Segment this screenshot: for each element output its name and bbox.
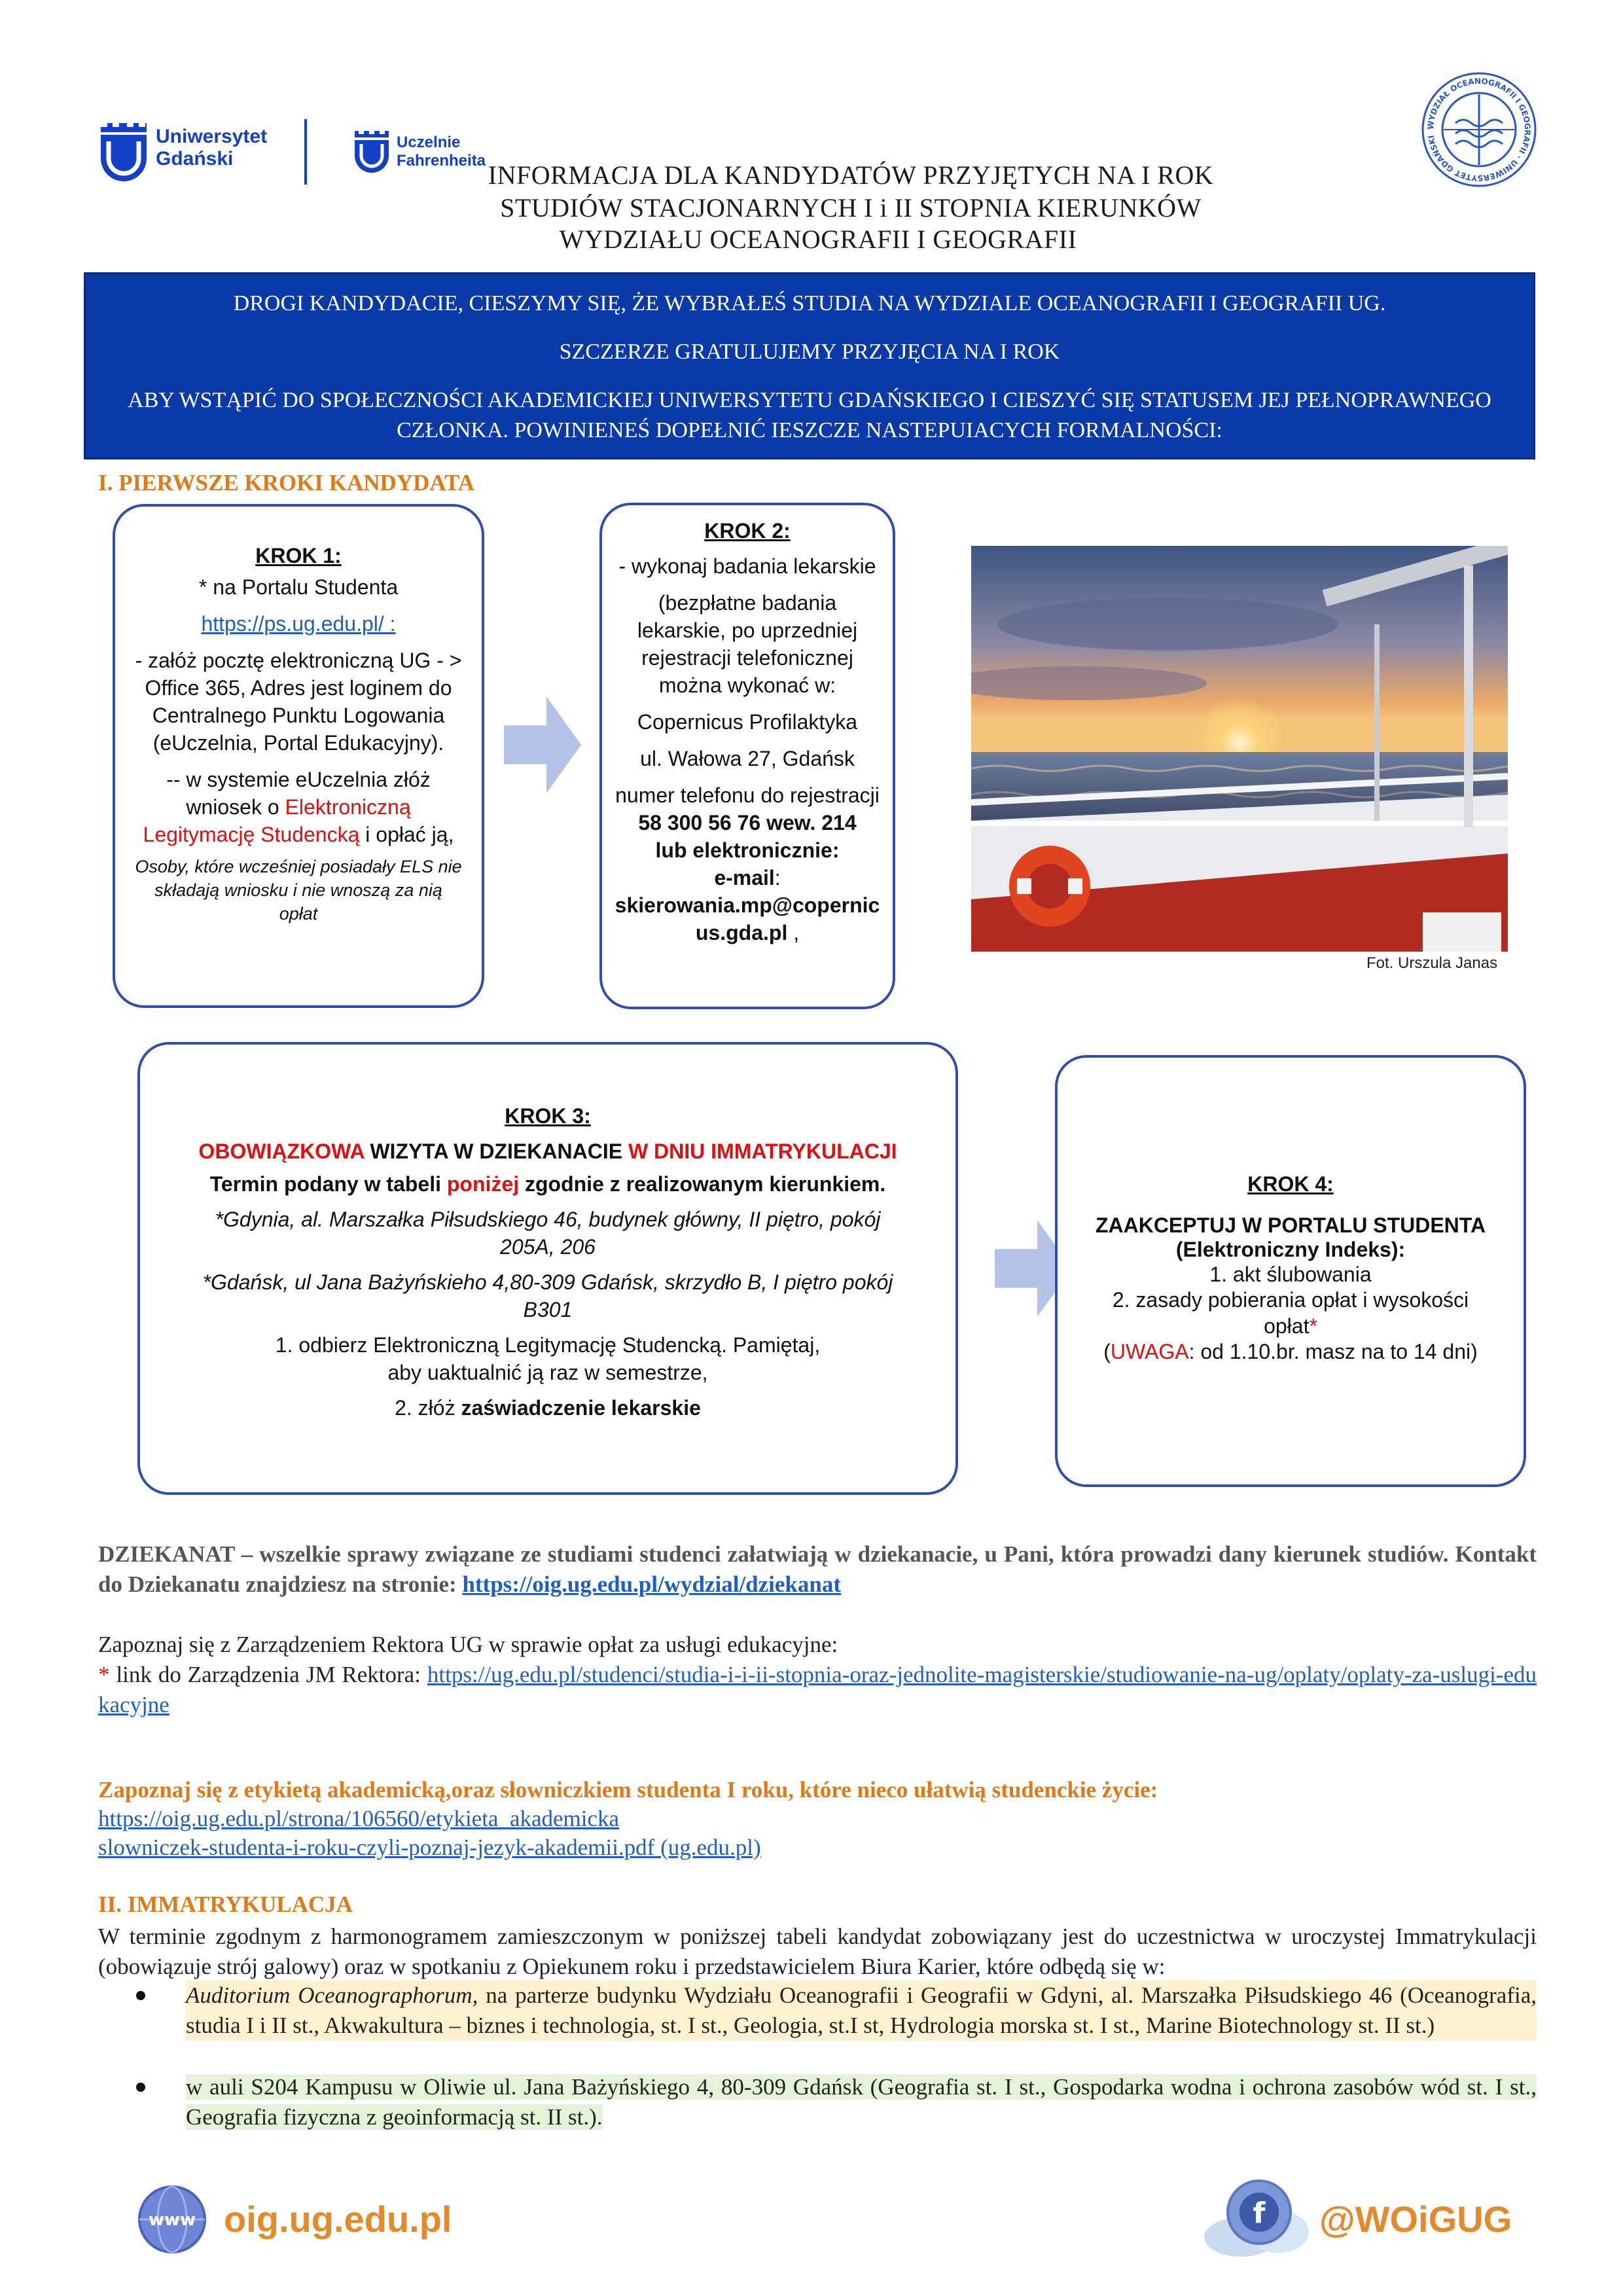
svg-text:f: f <box>1253 2197 1266 2230</box>
step3-item1: 1. odbierz Elektroniczną Legitymację Studencką. Pamiętaj, <box>275 1333 821 1357</box>
footer-site-text: oig.ug.edu.pl <box>224 2198 452 2240</box>
footer-social[interactable] <box>1202 2172 1542 2263</box>
step2-line1: - wykonaj badania lekarskie <box>618 554 876 578</box>
banner-line1: DROGI KANDYDACIE, CIESZYMY SIĘ, ŻE WYBRAŁEŚ STUDIA NA WYDZIALE OCEANOGRAFII I GEOGRAFII UG. <box>233 291 1386 315</box>
step2-line4: ul. Wałowa 27, Gdańsk <box>640 747 855 770</box>
ug-logo <box>98 119 268 185</box>
banner-line2: SZCZERZE GRATULUJEMY PRZYJĘCIA NA I ROK <box>559 340 1060 364</box>
step3-item2: 2. złóż zaświadczenie lekarskie <box>395 1396 701 1420</box>
welcome-banner <box>84 272 1535 459</box>
step4-line4: 2. zasady pobierania opłat i wysokości opłat* <box>1112 1288 1469 1338</box>
page-title-line3: WYDZIAŁU OCEANOGRAFII I GEOGRAFII <box>559 224 1077 254</box>
step2-line3: Copernicus Profilaktyka <box>637 710 858 734</box>
page-title-line2: STUDIÓW STACJONARNYCH I i II STOPNIA KIERUNKÓW <box>500 193 1202 223</box>
bullet-oliwa <box>98 2072 1537 2132</box>
step2-box <box>599 503 895 1009</box>
bullet-gdynia <box>98 1981 1537 2041</box>
faculty-seal-icon <box>1420 71 1538 188</box>
step4-box <box>1055 1055 1526 1487</box>
photo-caption: Fot. Urszula Janas <box>1366 954 1498 972</box>
svg-text:WYDZIAŁ OCEANOGRAFII I GEOGRAF: WYDZIAŁ OCEANOGRAFII I GEOGRAFII · UNIWERSYTET GDAŃSKI <box>1425 76 1533 183</box>
step4-title: KROK 4: <box>1247 1172 1334 1196</box>
step3-address-gdynia: *Gdynia, al. Marszałka Piłsudskiego 46, budynek główny, II piętro, pokój 205A, 206 <box>215 1208 881 1259</box>
step3-item1b: aby uaktualnić ją raz w semestrze, <box>387 1361 708 1384</box>
step2-title: KROK 2: <box>704 519 791 543</box>
step4-line3: 1. akt ślubowania <box>1209 1263 1372 1286</box>
etiquette-heading: Zapoznaj się z etykietą akademicką,oraz słowniczkiem studenta I roku, które nieco ułatwią studenckie życie: <box>98 1777 1158 1803</box>
etiquette-link1-row <box>98 1804 619 1834</box>
section1-heading: I. PIERWSZE KROKI KANDYDATA <box>98 470 475 495</box>
etiquette-link[interactable]: https://oig.ug.edu.pl/strona/106560/etykieta_akademicka <box>98 1806 620 1831</box>
step1-title: KROK 1: <box>255 544 342 567</box>
fees-link-row: * link do Zarządzenia JM Rektora: https://ug.edu.pl/studenci/studia-i-i-ii-stopnia-oraz-jednolite-magisterskie/studiowanie-na-ug/oplaty/oplaty-za-uslugi-edukacyjne <box>98 1662 1537 1717</box>
step3-title: KROK 3: <box>505 1104 591 1128</box>
step2-email[interactable]: skierowania.mp@copernicus.gda.pl , <box>615 893 880 944</box>
step3-term: Termin podany w tabeli poniżej zgodnie z realizowanym kierunkiem. <box>209 1172 886 1196</box>
step2-phone: 58 300 56 76 wew. 214 <box>638 811 857 834</box>
sunset-ship-photo <box>971 546 1508 952</box>
etiquette-link2-row <box>98 1833 761 1863</box>
globe-icon <box>136 2183 208 2255</box>
step1-email-text: - załóż pocztę elektroniczną UG - > Office 365, Adres jest loginem do Centralnego Punktu Logowania (eUczelnia, Portal Edukacyjny). <box>135 649 462 755</box>
step1-els: -- w systemie eUczelnia złóż wniosek o Elektroniczną Legitymację Studencką i opłać ją, <box>143 768 454 846</box>
facebook-cloud-icon <box>1202 2172 1313 2263</box>
logo-divider <box>304 119 307 185</box>
bullet-dot-icon <box>136 1991 145 2000</box>
ug-logo-text: Uniwersytet Gdański <box>156 126 268 170</box>
dictionary-link[interactable]: slowniczek-studenta-i-roku-czyli-poznaj-jezyk-akademii.pdf (ug.edu.pl) <box>98 1835 761 1860</box>
step4-line1: ZAAKCEPTUJ W PORTALU STUDENTA <box>1095 1213 1486 1237</box>
section2-intro: W terminie zgodnym z harmonogramem zamieszczonym w poniższej tabeli kandydat zobowiązany jest do uczestnictwa w uroczystej Immatrykulacji (obowiązuje strój galowy) oraz w spotkaniu z Opiekunem roku i przedstawicielem Biura Karier, które odbędą się w: <box>98 1924 1537 1979</box>
uf-logo-text: Uczelnie Fahrenheita <box>397 134 486 170</box>
step1-note: Osoby, które wcześniej posiadały ELS nie składają wniosku i nie wnoszą za nią opłat <box>135 857 462 924</box>
svg-text:www: www <box>148 2210 196 2230</box>
dziekanat-info: DZIEKANAT – wszelkie sprawy związane ze studiami studenci załatwiają w dziekanacie, u Pani, która prowadzi dany kierunek studiów. Kontakt do Dziekanatu znajdziesz na stronie: https://oig.ug.edu.pl/wydzial/dziekanat <box>98 1541 1537 1597</box>
bullet-dot-icon-2 <box>136 2083 145 2092</box>
bullet-gdynia-text: Auditorium Oceanographorum, na parterze budynku Wydziału Oceanografii i Geografii w Gdyni, al. Marszałka Piłsudskiego 46 (Oceanografia, studia I i II st., Akwakultura – biznes i technologia, st. I st., Geologia, st.I st, Hydrologia morska st. I st., Marine Biotechnology st. II st.) <box>186 1981 1537 2041</box>
step1-box <box>113 504 484 1008</box>
footer-social-handle: @WOiGUG <box>1319 2198 1512 2240</box>
step2-or-electronic: lub elektronicznie: <box>655 838 840 862</box>
dziekanat-link[interactable]: https://oig.ug.edu.pl/wydzial/dziekanat <box>462 1571 842 1597</box>
bullet-oliwa-text: w auli S204 Kampusu w Oliwie ul. Jana Bażyńskiego 4, 80-309 Gdańsk (Geografia st. I st., Gospodarka wodna i ochrona zasobów wód st. I st., Geografia fizyczna z geoinformacją st. II st.). <box>186 2074 1537 2130</box>
step4-uwaga: (UWAGA: od 1.10.br. masz na to 14 dni) <box>1103 1340 1478 1363</box>
footer-website[interactable] <box>136 2183 476 2255</box>
step1-portal-link[interactable]: https://ps.ug.edu.pl/ : <box>201 612 396 636</box>
section2-heading: II. IMMATRYKULACJA <box>98 1892 353 1917</box>
step2-line5: numer telefonu do rejestracji <box>615 783 880 807</box>
fees-link[interactable]: https://ug.edu.pl/studenci/studia-i-i-ii-stopnia-oraz-jednolite-magisterskie/studiowanie-na-ug/oplaty/oplaty-za-uslugi-edukacyjne <box>98 1662 1537 1717</box>
ug-logo-mark-icon <box>98 119 149 185</box>
banner-line3: ABY WSTĄPIĆ DO SPOŁECZNOŚCI AKADEMICKIEJ UNIWERSYTETU GDAŃSKIEGO I CIESZYĆ SIĘ STATUSEM JEJ PEŁNOPRAWNEGO <box>128 388 1491 412</box>
step2-email-label: e-mail: <box>714 866 781 889</box>
banner-line4: CZŁONKA. POWINIENEŚ DOPEŁNIĆ IESZCZE NASTEPUIACYCH FORMALNOŚCI: <box>397 418 1222 442</box>
step3-address-gdansk: *Gdańsk, ul Jana Bażyńskieho 4,80-309 Gdańsk, skrzydło B, I piętro pokój B301 <box>202 1270 893 1321</box>
step3-box <box>137 1042 958 1495</box>
step3-visit: OBOWIĄZKOWA WIZYTA W DZIEKANACIE W DNIU IMMATRYKULACJI <box>198 1139 897 1163</box>
step1-portal: * na Portalu Studenta <box>198 575 399 599</box>
uf-logo-mark-icon <box>353 130 390 175</box>
step2-line2: (bezpłatne badania lekarskie, po uprzedniej rejestracji telefonicznej można wykonać w: <box>637 591 858 697</box>
page-title-line1: INFORMACJA DLA KANDYDATÓW PRZYJĘTYCH NA I ROK <box>488 160 1214 190</box>
step4-line2: (Elektroniczny Indeks): <box>1175 1238 1406 1261</box>
arrow-right-icon <box>504 696 581 793</box>
fees-intro: Zapoznaj się z Zarządzeniem Rektora UG w sprawie opłat za usługi edukacyjne: <box>98 1632 838 1657</box>
sunset-photo-illustration <box>971 546 1508 952</box>
